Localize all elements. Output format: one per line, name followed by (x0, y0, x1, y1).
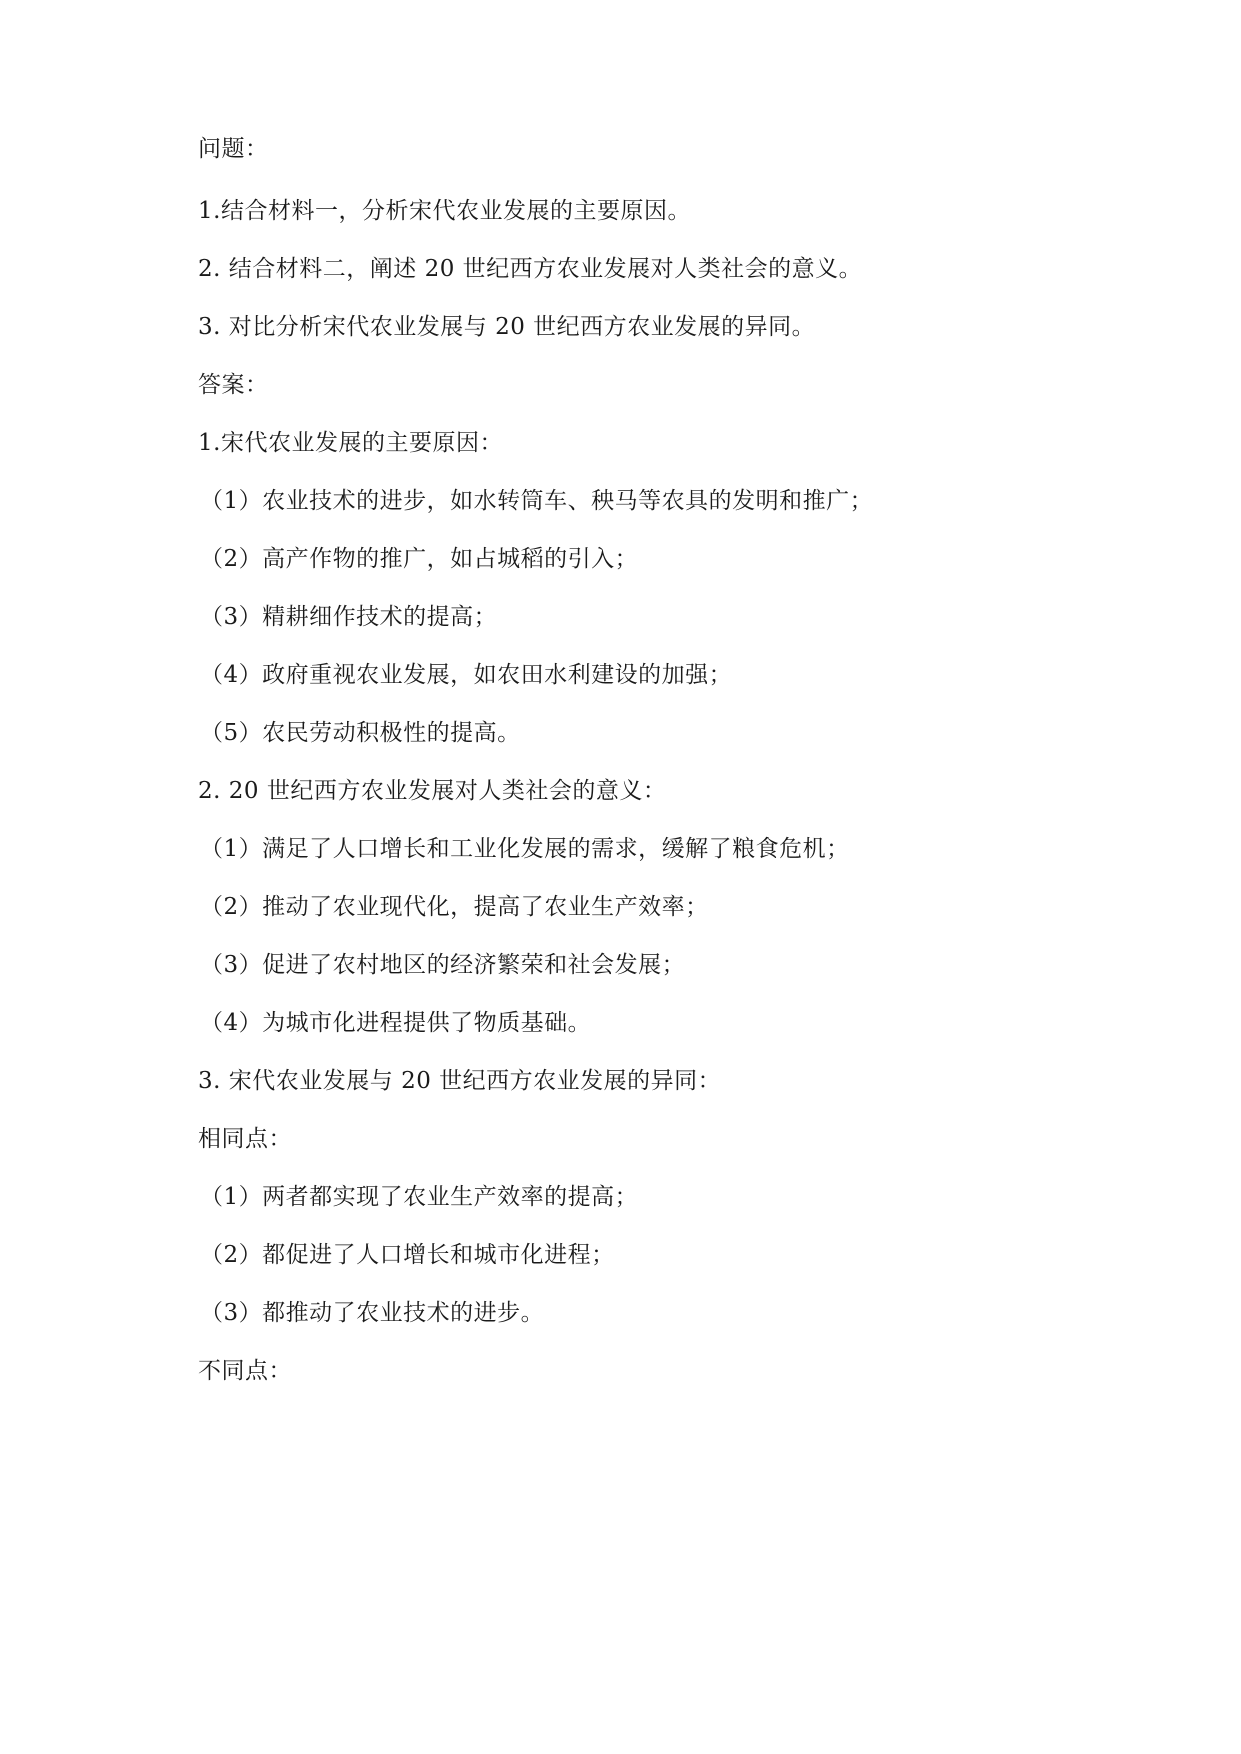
answer-2-item: （3）促进了农村地区的经济繁荣和社会发展； (200, 952, 686, 978)
question-2: 2. 结合材料二，阐述 20 世纪西方农业发展对人类社会的意义。 (198, 256, 863, 282)
questions-heading: 问题： (198, 136, 269, 162)
answer-1-item: （1）农业技术的进步，如水转筒车、秧马等农具的发明和推广； (200, 488, 874, 514)
answer-2-item: （4）为城市化进程提供了物质基础。 (200, 1010, 592, 1036)
question-1: 1.结合材料一，分析宋代农业发展的主要原因。 (198, 198, 691, 224)
answer-2-heading: 2. 20 世纪西方农业发展对人类社会的意义： (198, 778, 667, 804)
answer-2-item: （1）满足了人口增长和工业化发展的需求，缓解了粮食危机； (200, 836, 850, 862)
answer-3-heading: 3. 宋代农业发展与 20 世纪西方农业发展的异同： (198, 1068, 722, 1094)
similarities-heading: 相同点： (198, 1126, 292, 1152)
answers-heading: 答案： (198, 372, 269, 398)
answer-1-item: （3）精耕细作技术的提高； (200, 604, 498, 630)
answer-1-item: （4）政府重视农业发展，如农田水利建设的加强； (200, 662, 733, 688)
similarity-item: （1）两者都实现了农业生产效率的提高； (200, 1184, 639, 1210)
question-3: 3. 对比分析宋代农业发展与 20 世纪西方农业发展的异同。 (198, 314, 816, 340)
answer-1-item: （2）高产作物的推广，如占城稻的引入； (200, 546, 639, 572)
differences-heading: 不同点： (198, 1358, 292, 1384)
answer-1-item: （5）农民劳动积极性的提高。 (200, 720, 521, 746)
similarity-item: （3）都推动了农业技术的进步。 (200, 1300, 545, 1326)
similarity-item: （2）都促进了人口增长和城市化进程； (200, 1242, 615, 1268)
answer-1-heading: 1.宋代农业发展的主要原因： (198, 430, 503, 456)
answer-2-item: （2）推动了农业现代化，提高了农业生产效率； (200, 894, 709, 920)
